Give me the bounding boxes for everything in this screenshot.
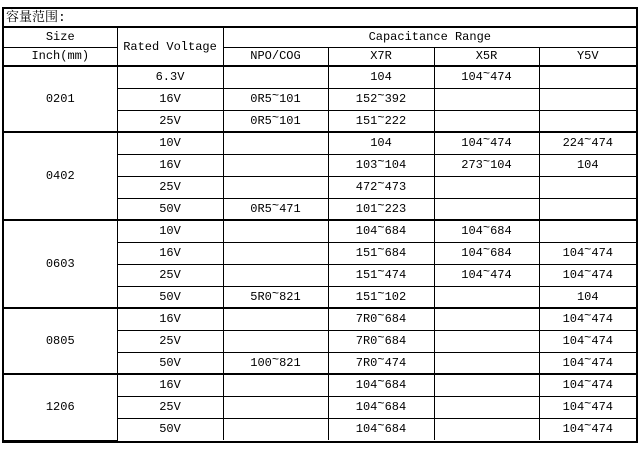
npo-cog-value-cell [223, 220, 328, 242]
y5v-value-cell [539, 220, 636, 242]
x7r-value-cell: 7R0~474 [328, 352, 434, 374]
tilde-range-separator: ~ [377, 286, 385, 301]
header-rated-voltage: Rated Voltage [117, 28, 223, 66]
tilde-range-separator: ~ [584, 419, 592, 434]
tilde-range-separator: ~ [482, 265, 491, 279]
rated-voltage-cell: 10V [117, 220, 223, 242]
x5r-value-cell [434, 88, 539, 110]
x5r-value-cell [434, 286, 539, 308]
header-capacitance-range: Capacitance Range [223, 28, 636, 47]
header-size: Size [4, 28, 117, 47]
rated-voltage-cell: 16V [117, 88, 223, 110]
y5v-value-cell [539, 110, 636, 132]
npo-cog-value-cell [223, 154, 328, 176]
y5v-value-cell: 104 [539, 154, 636, 176]
x5r-value-cell [434, 110, 539, 132]
capacitance-range-table [4, 28, 636, 441]
header-size-inch-mm: Inch(mm) [4, 47, 117, 66]
tilde-range-separator: ~ [377, 110, 385, 125]
x7r-value-cell: 151~102 [328, 286, 434, 308]
tilde-range-separator: ~ [584, 331, 592, 345]
tilde-range-separator: ~ [377, 265, 385, 279]
rated-voltage-cell: 50V [117, 418, 223, 440]
page-title: 容量范围: [4, 9, 636, 28]
table-row [4, 220, 636, 242]
tilde-range-separator: ~ [482, 67, 491, 82]
tilde-range-separator: ~ [377, 177, 385, 191]
header-x7r: X7R [328, 47, 434, 66]
npo-cog-value-cell [223, 308, 328, 330]
x5r-value-cell [434, 418, 539, 440]
tilde-range-separator: ~ [271, 110, 280, 125]
tilde-range-separator: ~ [377, 375, 385, 390]
x7r-value-cell: 151~222 [328, 110, 434, 132]
tilde-range-separator: ~ [584, 397, 592, 411]
y5v-value-cell: 104~474 [539, 396, 636, 418]
npo-cog-value-cell: 5R0~821 [223, 286, 328, 308]
rated-voltage-cell: 25V [117, 330, 223, 352]
header-x5r: X5R [434, 47, 539, 66]
x7r-value-cell: 472~473 [328, 176, 434, 198]
x5r-value-cell: 104~684 [434, 220, 539, 242]
y5v-value-cell [539, 198, 636, 220]
x7r-value-cell: 152~392 [328, 88, 434, 110]
rated-voltage-cell: 50V [117, 198, 223, 220]
npo-cog-value-cell [223, 176, 328, 198]
header-npo-cog: NPO/COG [223, 47, 328, 66]
npo-cog-value-cell [223, 330, 328, 352]
y5v-value-cell [539, 66, 636, 88]
tilde-range-separator: ~ [377, 155, 385, 169]
npo-cog-value-cell [223, 396, 328, 418]
tilde-range-separator: ~ [377, 397, 385, 411]
table-row [4, 66, 636, 88]
rated-voltage-cell: 16V [117, 242, 223, 264]
x5r-value-cell: 104~474 [434, 66, 539, 88]
tilde-range-separator: ~ [271, 352, 280, 367]
tilde-range-separator: ~ [584, 133, 592, 148]
x7r-value-cell: 7R0~684 [328, 330, 434, 352]
x5r-value-cell [434, 352, 539, 374]
size-cell: 1206 [4, 374, 117, 440]
x7r-value-cell: 104 [328, 132, 434, 154]
y5v-value-cell: 104~474 [539, 418, 636, 440]
tilde-range-separator: ~ [377, 89, 385, 103]
x7r-value-cell: 104~684 [328, 396, 434, 418]
npo-cog-value-cell: 0R5~101 [223, 110, 328, 132]
x7r-value-cell: 104 [328, 66, 434, 88]
tilde-range-separator: ~ [482, 221, 491, 236]
size-cell: 0805 [4, 308, 117, 374]
y5v-value-cell: 104~474 [539, 352, 636, 374]
x7r-value-cell: 104~684 [328, 418, 434, 440]
y5v-value-cell: 104~474 [539, 242, 636, 264]
rated-voltage-cell: 50V [117, 286, 223, 308]
x7r-value-cell: 7R0~684 [328, 308, 434, 330]
x7r-value-cell: 104~684 [328, 220, 434, 242]
x5r-value-cell: 104~684 [434, 242, 539, 264]
npo-cog-value-cell [223, 418, 328, 440]
npo-cog-value-cell [223, 374, 328, 396]
tilde-range-separator: ~ [584, 265, 592, 279]
tilde-range-separator: ~ [377, 221, 385, 236]
npo-cog-value-cell [223, 242, 328, 264]
rated-voltage-cell: 25V [117, 176, 223, 198]
tilde-range-separator: ~ [377, 331, 385, 345]
size-cell: 0603 [4, 220, 117, 308]
size-cell: 0201 [4, 66, 117, 132]
x7r-value-cell: 101~223 [328, 198, 434, 220]
npo-cog-value-cell [223, 264, 328, 286]
tilde-range-separator: ~ [584, 243, 592, 257]
capacitance-range-sheet [2, 7, 638, 443]
x7r-value-cell: 151~684 [328, 242, 434, 264]
rated-voltage-cell: 25V [117, 264, 223, 286]
x5r-value-cell [434, 330, 539, 352]
y5v-value-cell: 104~474 [539, 330, 636, 352]
x5r-value-cell [434, 374, 539, 396]
x7r-value-cell: 103~104 [328, 154, 434, 176]
rated-voltage-cell: 16V [117, 308, 223, 330]
y5v-value-cell: 104~474 [539, 264, 636, 286]
rated-voltage-cell: 25V [117, 396, 223, 418]
x5r-value-cell: 104~474 [434, 132, 539, 154]
header-y5v: Y5V [539, 47, 636, 66]
tilde-range-separator: ~ [584, 309, 592, 324]
x5r-value-cell [434, 308, 539, 330]
rated-voltage-cell: 16V [117, 374, 223, 396]
rated-voltage-cell: 16V [117, 154, 223, 176]
y5v-value-cell: 224~474 [539, 132, 636, 154]
x7r-value-cell: 151~474 [328, 264, 434, 286]
rated-voltage-cell: 25V [117, 110, 223, 132]
rated-voltage-cell: 10V [117, 132, 223, 154]
tilde-range-separator: ~ [584, 352, 592, 367]
npo-cog-value-cell [223, 132, 328, 154]
rated-voltage-cell: 50V [117, 352, 223, 374]
x5r-value-cell: 273~104 [434, 154, 539, 176]
tilde-range-separator: ~ [482, 155, 491, 169]
table-row [4, 374, 636, 396]
tilde-range-separator: ~ [377, 243, 385, 257]
y5v-value-cell [539, 176, 636, 198]
tilde-range-separator: ~ [377, 352, 385, 367]
tilde-range-separator: ~ [377, 309, 385, 324]
tilde-range-separator: ~ [271, 286, 280, 301]
tilde-range-separator: ~ [584, 375, 592, 390]
tilde-range-separator: ~ [482, 133, 491, 148]
y5v-value-cell: 104~474 [539, 308, 636, 330]
npo-cog-value-cell: 0R5~471 [223, 198, 328, 220]
table-row [4, 308, 636, 330]
table-row [4, 132, 636, 154]
tilde-range-separator: ~ [271, 198, 280, 213]
tilde-range-separator: ~ [482, 243, 491, 257]
npo-cog-value-cell: 0R5~101 [223, 88, 328, 110]
x5r-value-cell [434, 198, 539, 220]
y5v-value-cell: 104~474 [539, 374, 636, 396]
tilde-range-separator: ~ [377, 419, 385, 434]
size-cell: 0402 [4, 132, 117, 220]
rated-voltage-cell: 6.3V [117, 66, 223, 88]
tilde-range-separator: ~ [377, 198, 385, 213]
y5v-value-cell [539, 88, 636, 110]
tilde-range-separator: ~ [271, 89, 280, 103]
x5r-value-cell: 104~474 [434, 264, 539, 286]
npo-cog-value-cell [223, 66, 328, 88]
npo-cog-value-cell: 100~821 [223, 352, 328, 374]
x5r-value-cell [434, 176, 539, 198]
y5v-value-cell: 104 [539, 286, 636, 308]
x7r-value-cell: 104~684 [328, 374, 434, 396]
x5r-value-cell [434, 396, 539, 418]
